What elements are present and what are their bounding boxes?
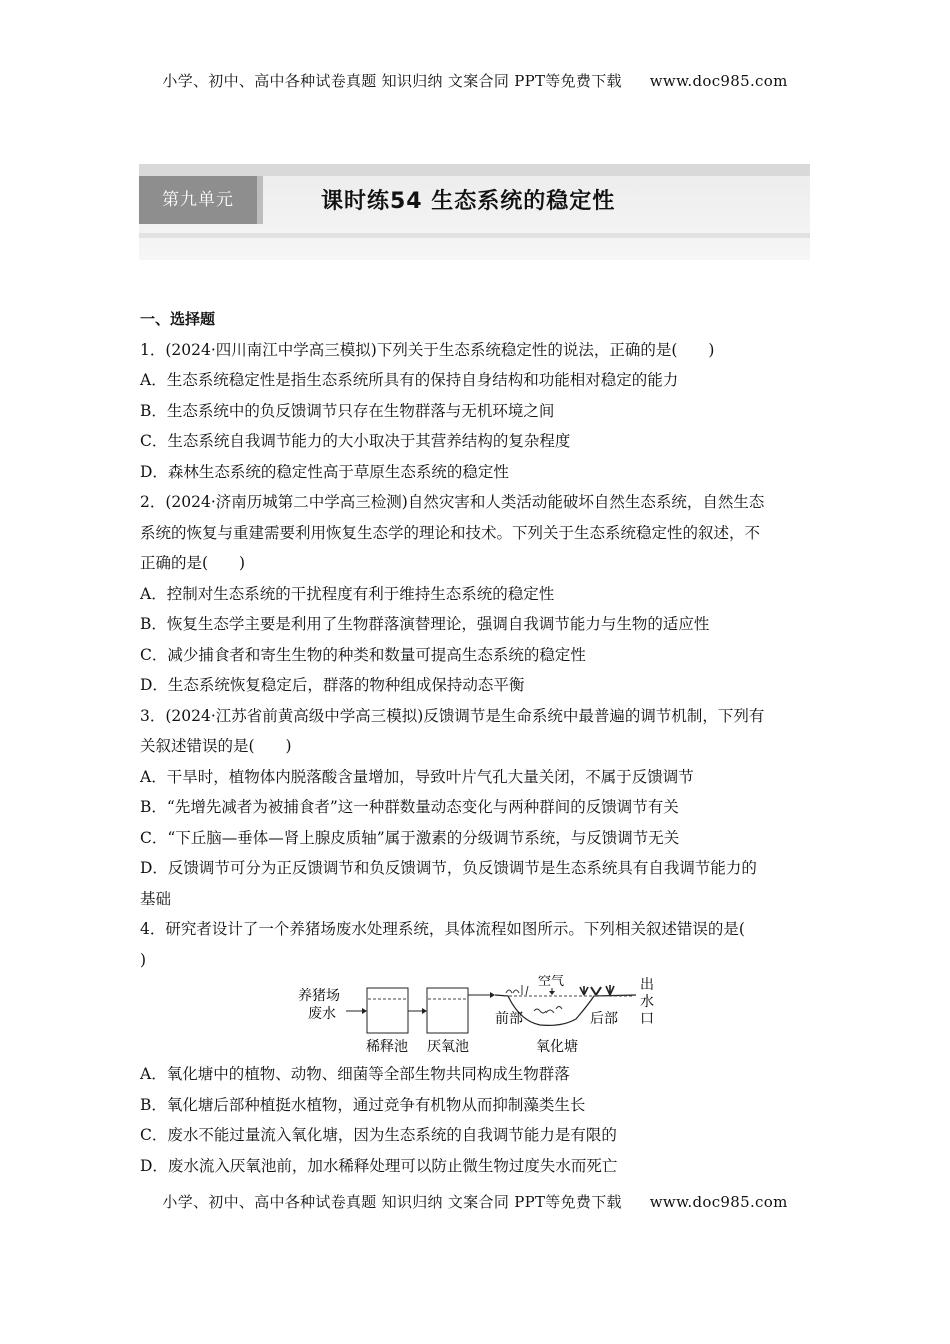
diagram-outlet-3: 口 (640, 1011, 654, 1027)
unit-label-edge (257, 176, 263, 224)
diagram-pond-label: 氧化塘 (536, 1039, 578, 1055)
q4-option-d: D．废水流入厌氧池前，加水稀释处理可以防止微生物过度失水而死亡 (140, 1156, 618, 1175)
q4-stem-line1: 4．研究者设计了一个养猪场废水处理系统，具体流程如图所示。下列相关叙述错误的是( (140, 920, 745, 938)
dilution-tank (367, 988, 408, 1033)
arrow-head-2 (422, 1008, 427, 1014)
q3-option-a: A．干旱时，植物体内脱落酸含量增加，导致叶片气孔大量关闭，不属于反馈调节 (140, 767, 694, 786)
q2-stem-line1: 2．(2024·济南历城第二中学高三检测)自然灾害和人类活动能破坏自然生态系统，自然生态 (140, 493, 765, 511)
diagram-dilution-label: 稀释池 (366, 1039, 408, 1055)
section-title: 一、选择题 (140, 310, 216, 328)
q2-stem-line3: 正确的是( ) (140, 554, 246, 572)
q1-stem: 1．(2024·四川南江中学高三模拟)下列关于生态系统稳定性的说法，正确的是( ) (140, 340, 715, 359)
q3-option-d-line2: 基础 (140, 889, 172, 908)
emergent-plant-icon-2 (591, 987, 601, 995)
q1-option-b: B．生态系统中的负反馈调节只存在生物群落与无机环境之间 (140, 401, 555, 420)
q2-option-d: D．生态系统恢复稳定后，群落的物种组成保持动态平衡 (140, 676, 525, 694)
emergent-plant-icon-1 (580, 986, 588, 995)
emergent-plant-icon-3 (606, 985, 614, 995)
header-text: 小学、初中、高中各种试卷真题 知识归纳 文案合同 PPT等免费下载 (162, 72, 622, 90)
q2-stem-line2: 系统的恢复与重建需要利用恢复生态学的理论和技术。下列关于生态系统稳定性的叙述，不 (140, 523, 761, 542)
diagram-back-label: 后部 (590, 1011, 618, 1027)
q4-option-a: A．氧化塘中的植物、动物、细菌等全部生物共同构成生物群落 (140, 1065, 570, 1083)
pond-bottom-organisms-icon (534, 1007, 562, 1014)
q3-option-c: C．“下丘脑—垂体—肾上腺皮质轴”属于激素的分级调节系统，与反馈调节无关 (140, 828, 680, 847)
unit-label: 第九单元 (139, 176, 257, 224)
anaerobic-tank (427, 988, 468, 1033)
q3-stem-line1: 3．(2024·江苏省前黄高级中学高三模拟)反馈调节是生命系统中最普遍的调节机制，下列有 (140, 706, 765, 725)
q1-option-a: A．生态系统稳定性是指生态系统所具有的保持自身结构和功能相对稳定的能力 (140, 371, 679, 389)
diagram-source-line2: 废水 (308, 1006, 336, 1022)
q4-option-c: C．废水不能过量流入氧化塘，因为生态系统的自我调节能力是有限的 (140, 1126, 617, 1144)
page-title: 课时练54 生态系统的稳定性 (321, 189, 616, 214)
q2-option-b: B．恢复生态学主要是利用了生物群落演替理论，强调自我调节能力与生物的适应性 (140, 615, 710, 633)
diagram-outlet-2: 水 (640, 994, 654, 1010)
footer-url[interactable]: www.doc985.com (649, 1193, 788, 1211)
banner-bottom-strip (139, 233, 810, 238)
diagram-anaerobic-label: 厌氧池 (427, 1039, 469, 1055)
diagram-svg (294, 975, 664, 1059)
diagram-air-label: 空气 (538, 975, 565, 989)
q1-option-d: D．森林生态系统的稳定性高于草原生态系统的稳定性 (140, 462, 509, 481)
q2-option-c: C．减少捕食者和寄生生物的种类和数量可提高生态系统的稳定性 (140, 645, 586, 664)
footer-text: 小学、初中、高中各种试卷真题 知识归纳 文案合同 PPT等免费下载 (162, 1193, 622, 1211)
q3-option-d-line1: D．反馈调节可分为正反馈调节和负反馈调节，负反馈调节是生态系统具有自我调节能力的 (140, 859, 757, 877)
page-header (0, 70, 950, 91)
arrow-head-1 (362, 1008, 367, 1014)
pond-front-organisms-icon (506, 985, 528, 995)
diagram-front-label: 前部 (495, 1011, 523, 1027)
diagram-source-line1: 养猪场 (298, 988, 340, 1004)
q3-stem-line2: 关叙述错误的是( ) (140, 737, 292, 755)
banner-top-strip (139, 164, 810, 176)
page-footer (0, 1191, 950, 1212)
q3-option-b: B．“先增先减者为被捕食者”这一种群数量动态变化与两种群间的反馈调节有关 (140, 798, 679, 816)
q4-stem-line2: ) (140, 950, 147, 969)
title-banner (139, 164, 810, 260)
arrow-head-air (549, 991, 555, 995)
question-content (140, 304, 812, 1181)
q2-option-a: A．控制对生态系统的干扰程度有利于维持生态系统的稳定性 (140, 584, 555, 603)
q1-option-c: C．生态系统自我调节能力的大小取决于其营养结构的复杂程度 (140, 432, 571, 450)
header-url[interactable]: www.doc985.com (649, 72, 788, 90)
wastewater-diagram (140, 975, 812, 1059)
q4-option-b: B．氧化塘后部种植挺水植物，通过竞争有机物从而抑制藻类生长 (140, 1095, 586, 1114)
arrow-head-3 (490, 992, 495, 998)
diagram-outlet-1: 出 (640, 977, 654, 993)
